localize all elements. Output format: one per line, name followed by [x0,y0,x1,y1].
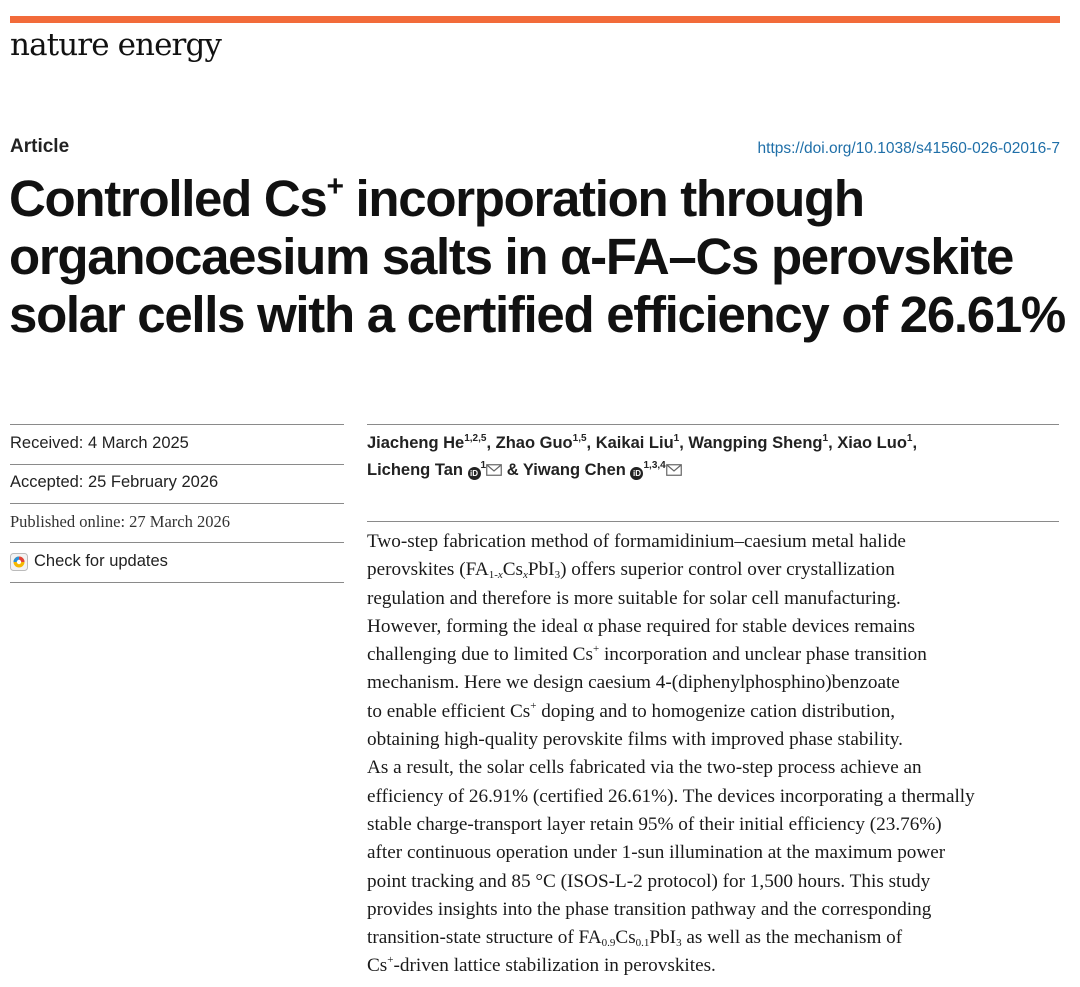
abstract-line: regulation and therefore is more suitable for solar cell manufacturing. [367,587,901,609]
divider-received [10,464,344,465]
abstract-line: However, forming the ideal α phase required for stable devices remains [367,615,915,637]
author-line-2: Licheng Tan $iD^1$ & Yiwang Chen iD$^{1,3,4}$ [367,457,1057,484]
abstract-line: transition-state structure of $FA_{0.9}Cs_{0.1}PbI_3$ as well as the mechanism of [367,927,903,950]
published-date: Published online: 27 March 2026 [10,512,230,531]
accepted-date: Accepted: 25 February 2026 [10,473,219,491]
title-line-1: Controlled Cs+ incorporation through [9,170,864,227]
divider-check-updates [10,582,344,583]
received-date: Received: 4 March 2025 [10,434,189,452]
divider-top-left [10,424,344,425]
doi-link[interactable]: https://doi.org/10.1038/s41560-026-02016-7 [757,140,1060,157]
abstract-line: point tracking and 85 °C (ISOS-L-2 protocol) for 1,500 hours. This study [367,870,931,892]
check-updates-button[interactable] [10,552,168,571]
abstract-line: efficiency of 26.91% (certified 26.61%). The devices incorporating a thermally [367,785,975,807]
abstract-line: Cs+-driven lattice stabilization in perovskites. [367,954,716,977]
orcid-icon[interactable]: iD [468,467,481,480]
email-icon[interactable] [666,458,682,470]
abstract-line: perovskites $(FA_{1-x}Cs_xPbI_3)$ offers superior control over crystallization [367,559,895,582]
author-name[interactable]: Jiacheng He [367,434,465,452]
article-title [9,170,1069,344]
article-type-label: Article [10,136,70,157]
journal-accent-bar [10,16,1060,23]
abstract-line: As a result, the solar cells fabricated via the two-step process achieve an [367,757,922,779]
abstract-line: stable charge-transport layer retain 95% of their initial efficiency (23.76%) [367,813,942,835]
author-name[interactable]: , Zhao Guo [486,434,573,452]
check-updates-icon [10,553,28,571]
divider-abstract [367,521,1059,522]
orcid-icon[interactable]: iD [630,467,643,480]
abstract-text [367,528,1067,981]
divider-top-right [367,424,1059,425]
abstract-line: Two-step fabrication method of formamidinium–caesium metal halide [367,531,906,552]
abstract-line: obtaining high-quality perovskite films with improved phase stability. [367,729,903,751]
author-name[interactable]: , Xiao Luo [828,434,907,452]
email-icon[interactable] [486,458,502,470]
abstract-line: provides insights into the phase transition pathway and the corresponding [367,898,932,920]
title-line-2: organocaesium salts in α-FA–Cs perovskite [9,228,1014,285]
author-name[interactable]: , Wangping Sheng [679,434,823,452]
title-line-3: solar cells with a certified efficiency of 26.61% [9,286,1065,343]
author-list [367,430,1057,484]
author-name[interactable]: Yiwang Chen [522,461,626,479]
journal-logo: nature energy [10,27,222,63]
divider-published [10,542,344,543]
abstract-line: challenging due to limited Cs+ incorporation and unclear phase transition [367,643,927,666]
author-name[interactable]: Licheng Tan [367,461,463,479]
abstract-line: after continuous operation under 1-sun illumination at the maximum power [367,842,946,864]
check-updates-label: Check for updates [34,552,168,570]
author-name[interactable]: , Kaikai Liu [586,434,674,452]
divider-accepted [10,503,344,504]
abstract-line: to enable efficient Cs+ doping and to homogenize cation distribution, [367,699,896,722]
author-line-1: Jiacheng He$^{1,2,5}$, Zhao Guo$^{1,5}$, Kaikai Liu$^1$, Wangping Sheng$^1$, Xiao Luo$^1$, [367,433,918,452]
abstract-line: mechanism. Here we design caesium 4-(diphenylphosphino)benzoate [367,672,900,694]
